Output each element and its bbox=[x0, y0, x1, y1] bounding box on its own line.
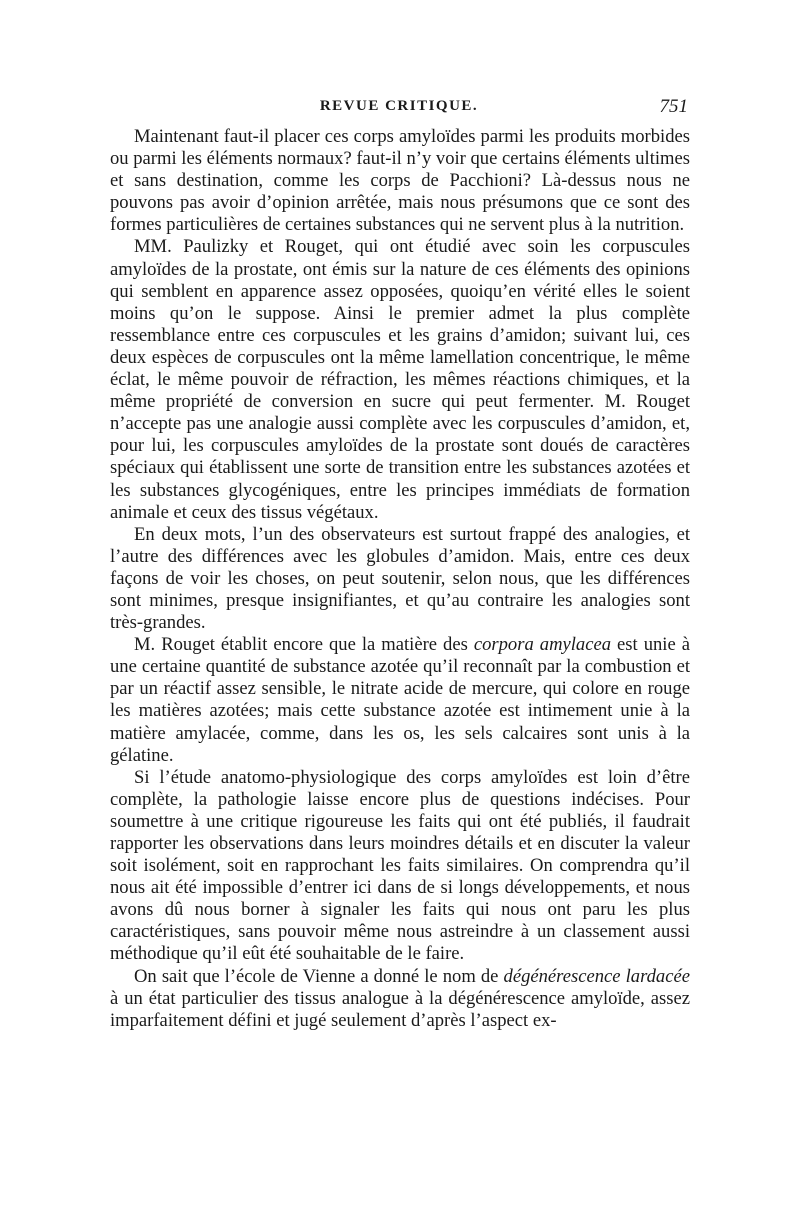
text-run: Maintenant faut-il placer ces corps amyloïdes parmi les produits morbides ou parmi les éléments normaux? faut-il n’y voir que certains éléments ultimes et sans destination, comme les corps de Pacchioni? Là-dessus nous ne pouvons pas avoir d’opinion arrêtée, mais nous présumons que ce sont des formes particulières de certaines substances qui ne servent plus à la nutrition. bbox=[110, 126, 690, 236]
running-title: REVUE CRITIQUE. bbox=[319, 98, 479, 114]
text-run: est unie à une certaine quantité de substance azotée qu’il reconnaît par la combustion et par un réactif assez sensible, le nitrate acide de mercure, qui colore en rouge les matières azotées; mais cette substance azotée est intimement unie à la matière amylacée, comme, dans les os, les sels calcaires sont unis à la gélatine. bbox=[110, 634, 690, 766]
page-number: 751 bbox=[659, 96, 688, 117]
paragraph bbox=[110, 634, 690, 767]
paragraph bbox=[110, 236, 690, 523]
italic-term: corpora amylacea bbox=[473, 634, 612, 656]
text-run: à un état particulier des tissus analogue à la dégénérescence amyloïde, assez imparfaitement défini et jugé seulement d’après l’aspect ex- bbox=[110, 987, 690, 1031]
page-header bbox=[110, 98, 688, 124]
paragraph bbox=[110, 126, 690, 236]
body-text bbox=[110, 126, 690, 1032]
paragraph bbox=[110, 966, 690, 1032]
paragraph bbox=[110, 767, 690, 966]
text-run: On sait que l’école de Vienne a donné le nom de bbox=[134, 965, 504, 987]
text-run: MM. Paulizky et Rouget, qui ont étudié avec soin les corpuscules amyloïdes de la prostate, ont émis sur la nature de ces éléments des opinions qui semblent en apparence assez opposées, quoiqu’en vérité elles le soient moins qu’on le suppose. Ainsi le premier admet la plus complète ressemblance entre ces corpuscules et les grains d’amidon; suivant lui, ces deux espèces de corpuscules ont la même lamellation concentrique, le même éclat, le même pouvoir de réfraction, les mêmes réactions chimiques, et la même propriété de conversion en sucre qui peut fermenter. M. Rouget n’accepte pas une analogie aussi complète avec les corpuscules d’amidon, et, pour lui, les corpuscules amyloïdes de la prostate sont doués de caractères spéciaux qui établissent une sorte de transition entre les substances azotées et les substances glycogéniques, entre les principes immédiats de formation animale et ceux des tissus végétaux. bbox=[110, 236, 690, 523]
text-run: M. Rouget établit encore que la matière des bbox=[134, 634, 474, 656]
text-run: En deux mots, l’un des observateurs est surtout frappé des analogies, et l’autre des différences avec les globules d’amidon. Mais, entre ces deux façons de voir les choses, on peut soutenir, selon nous, que les différences sont minimes, presque insignifiantes, et qu’au contraire les analogies sont très-grandes. bbox=[110, 523, 690, 634]
paragraph bbox=[110, 524, 690, 634]
italic-term: dégénérescence lardacée bbox=[503, 965, 690, 987]
text-run: Si l’étude anatomo-physiologique des corps amyloïdes est loin d’être complète, la pathologie laisse encore plus de questions indécises. Pour soumettre à une critique rigoureuse les faits qui ont été publiés, il faudrait rapporter les observations dans leurs moindres détails et en discuter la valeur soit isolément, soit en rapprochant les faits similaires. On comprendra qu’il nous ait été impossible d’entrer ici dans de si longs développements, et nous avons dû nous borner à signaler les faits qui nous ont paru les plus caractéristiques, sans pouvoir même nous astreindre à un classement aussi méthodique qu’il eût été souhaitable de le faire. bbox=[110, 766, 690, 965]
